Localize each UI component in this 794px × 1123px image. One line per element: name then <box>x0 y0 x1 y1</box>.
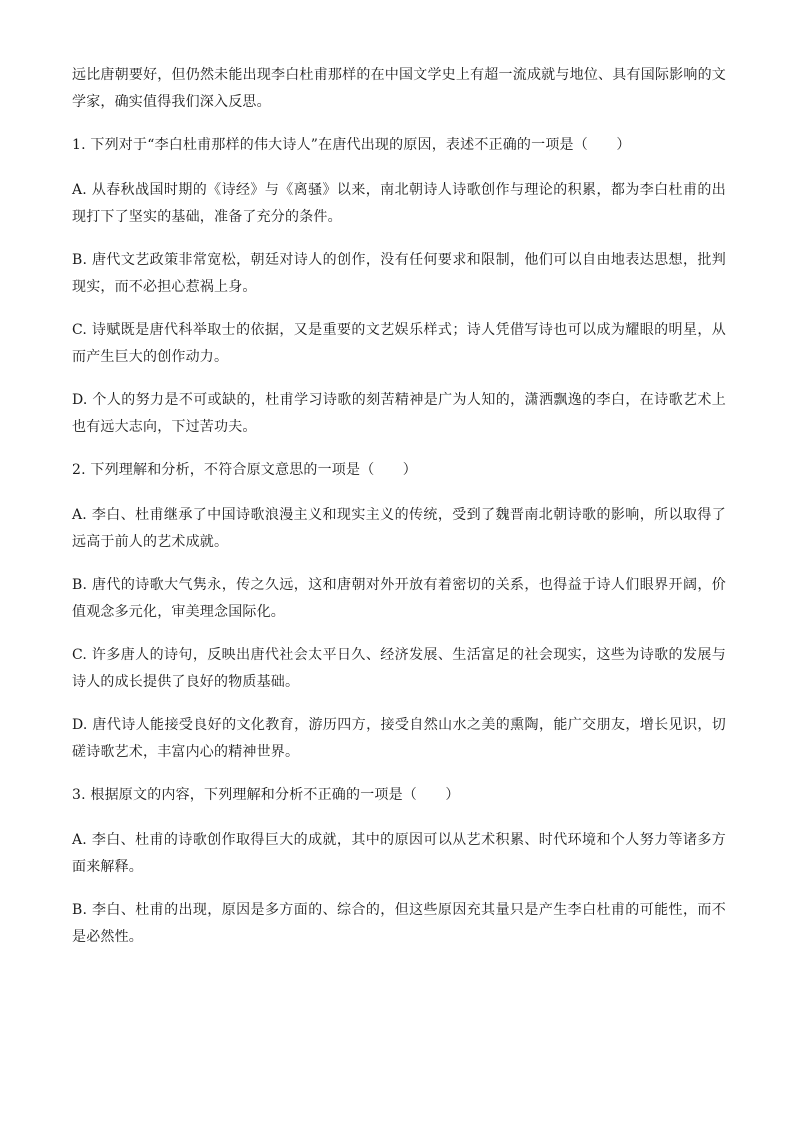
question-3-option-b: B. 李白、杜甫的出现，原因是多方面的、综合的，但这些原因充其量只是产生李白杜甫的可能性，而不是必然性。 <box>72 902 726 945</box>
intro-paragraph: 远比唐朝要好，但仍然未能出现李白杜甫那样的在中国文学史上有超一流成就与地位、具有国际影响的文学家，确实值得我们深入反思。 <box>72 67 726 110</box>
document-page <box>72 62 726 967</box>
question-3-option-a: A. 李白、杜甫的诗歌创作取得巨大的成就，其中的原因可以从艺术积累、时代环境和个人努力等诸多方面来解释。 <box>72 832 726 875</box>
question-1-option-a: A. 从春秋战国时期的《诗经》与《离骚》以来，南北朝诗人诗歌创作与理论的积累，都为李白杜甫的出现打下了坚实的基础，准备了充分的条件。 <box>72 182 726 225</box>
question-1-option-d: D. 个人的努力是不可或缺的，杜甫学习诗歌的刻苦精神是广为人知的，潇洒飘逸的李白，在诗歌艺术上也有远大志向，下过苦功夫。 <box>72 392 726 435</box>
question-1-stem: 1. 下列对于“李白杜甫那样的伟大诗人”在唐代出现的原因，表述不正确的一项是（ ） <box>72 137 631 153</box>
question-1-option-b: B. 唐代文艺政策非常宽松，朝廷对诗人的创作，没有任何要求和限制，他们可以自由地表达思想，批判现实，而不必担心惹祸上身。 <box>72 252 726 295</box>
question-2-option-b: B. 唐代的诗歌大气隽永，传之久远，这和唐朝对外开放有着密切的关系，也得益于诗人们眼界开阔，价值观念多元化，审美理念国际化。 <box>72 577 726 620</box>
question-3-stem: 3. 根据原文的内容，下列理解和分析不正确的一项是（ ） <box>72 787 460 803</box>
question-2-option-a: A. 李白、杜甫继承了中国诗歌浪漫主义和现实主义的传统，受到了魏晋南北朝诗歌的影响，所以取得了远高于前人的艺术成就。 <box>72 507 726 550</box>
question-2-option-d: D. 唐代诗人能接受良好的文化教育，游历四方，接受自然山水之美的熏陶，能广交朋友，增长见识，切磋诗歌艺术，丰富内心的精神世界。 <box>72 717 726 760</box>
question-1-option-c: C. 诗赋既是唐代科举取士的依据，又是重要的文艺娱乐样式；诗人凭借写诗也可以成为耀眼的明星，从而产生巨大的创作动力。 <box>72 322 726 365</box>
question-2-stem: 2. 下列理解和分析，不符合原文意思的一项是（ ） <box>72 462 418 478</box>
question-2-option-c: C. 许多唐人的诗句，反映出唐代社会太平日久、经济发展、生活富足的社会现实，这些为诗歌的发展与诗人的成长提供了良好的物质基础。 <box>72 647 726 690</box>
